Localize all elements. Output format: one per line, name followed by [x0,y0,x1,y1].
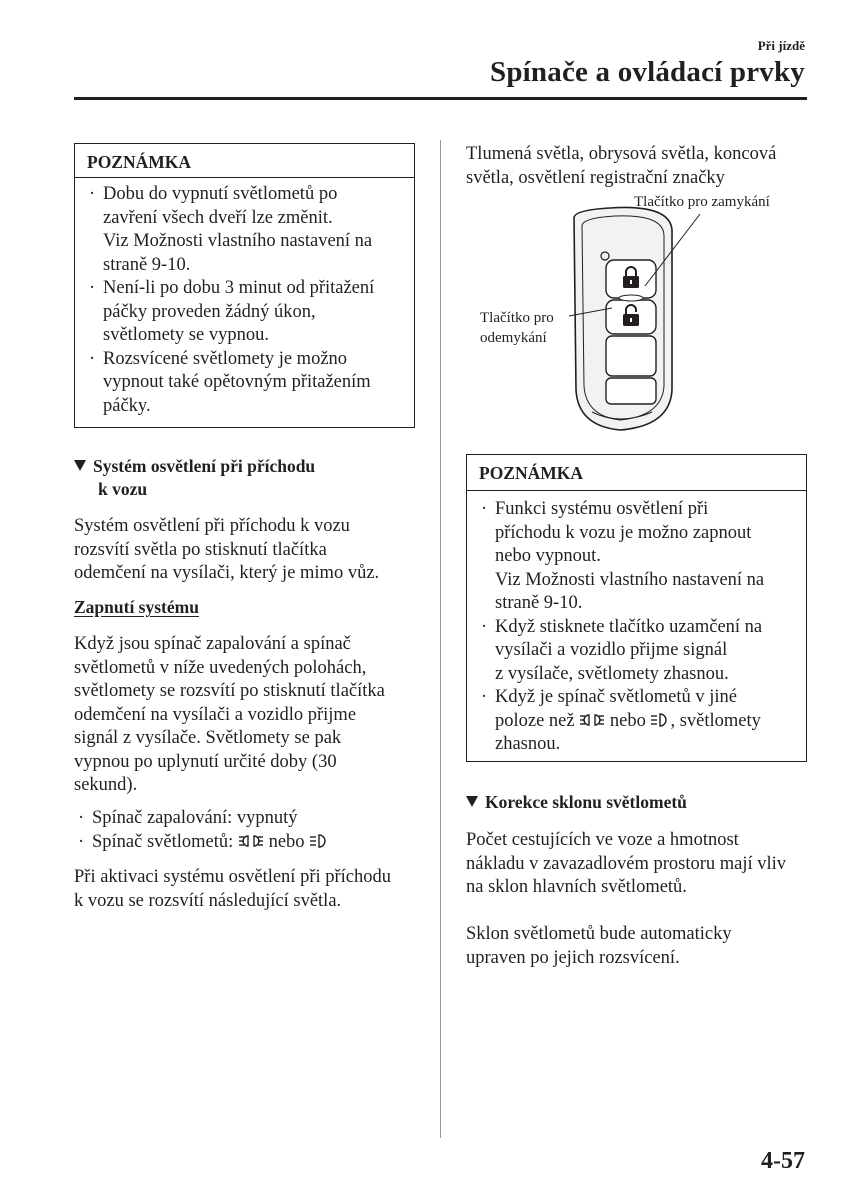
note-title: POZNÁMKA [467,455,806,491]
note-box-1 [74,143,415,428]
headlight-icon [650,712,670,728]
bullet-list [78,807,418,854]
note-item: · Dobu do vypnutí světlometů po zavření všech dveří lze změnit. Viz Možnosti vlastního nastavení na straně 9-10. [89,184,373,275]
note-box-2 [466,454,807,762]
note-title: POZNÁMKA [75,144,414,178]
paragraph: Když jsou spínač zapalování a spínač světlometů v níže uvedených polohách, světlomety se rozsvítí po stisknutí tlačítka odemčení na vysílači a vozidlo přijme signál z vysílače. Světlomety se pak vypnou po uplynutí určité doby (30 sekund). [74,634,385,795]
headlight-icon [309,833,329,849]
paragraph: Počet cestujících ve voze a hmotnost nákladu v zavazadlovém prostoru mají vliv na sklon hlavních světlometů. [466,830,787,897]
note-body [75,178,414,418]
triangle-marker-icon [74,460,86,471]
page-number: 4-57 [761,1148,805,1174]
list-item: · Spínač světlometů: nebo [78,831,418,855]
list-item: · Spínač zapalování: vypnutý [78,808,298,828]
note-item: · Funkci systému osvětlení při příchodu k vozu je možno zapnout nebo vypnout. Viz Možnosti vlastního nastavení na straně 9-10. [481,499,765,613]
lock-button-label: Tlačítko pro zamykání [634,194,770,210]
paragraph: Při aktivaci systému osvětlení při příchodu k vozu se rozsvítí následující světla. [74,867,392,911]
subheading: Zapnutí systému [74,597,199,617]
column-divider [440,140,441,1138]
section-label: Při jízdě [757,38,805,53]
triangle-marker-icon [466,796,478,807]
section-heading-headlight-leveling: Korekce sklonu světlometů [466,791,806,814]
parking-lights-icon [238,833,264,849]
paragraph-intro: Tlumená světla, obrysová světla, koncová světla, osvětlení registrační značky [466,144,777,188]
note-item: · Když je spínač světlometů v jiné poloze než nebo , světlomety zhasnou. [481,687,761,754]
header-rule [74,97,807,100]
note-item: · Není-li po dobu 3 minut od přitažení páčky proveden žádný úkon, světlomety se vypnou. [89,278,375,345]
note-item: · Když stisknete tlačítko uzamčení na vysílači a vozidlo přijme signál z vysílače, světlomety zhasnou. [481,616,763,684]
note-body [467,491,806,757]
unlock-button-label: Tlačítko pro odemykání [480,310,554,346]
section-heading-welcome-light: Systém osvětlení při příchodu k vozu [74,455,414,501]
paragraph: Sklon světlometů bude automaticky upraven po jejich rozsvícení. [466,924,732,968]
parking-lights-icon [579,712,605,728]
paragraph: Systém osvětlení při příchodu k vozu rozsvítí světla po stisknutí tlačítka odemčení na vysílači, který je mimo vůz. [74,516,380,583]
note-item: · Rozsvícené světlomety je možno vypnout také opětovným přitažením páčky. [89,348,371,416]
page-title: Spínače a ovládací prvky [490,56,805,88]
